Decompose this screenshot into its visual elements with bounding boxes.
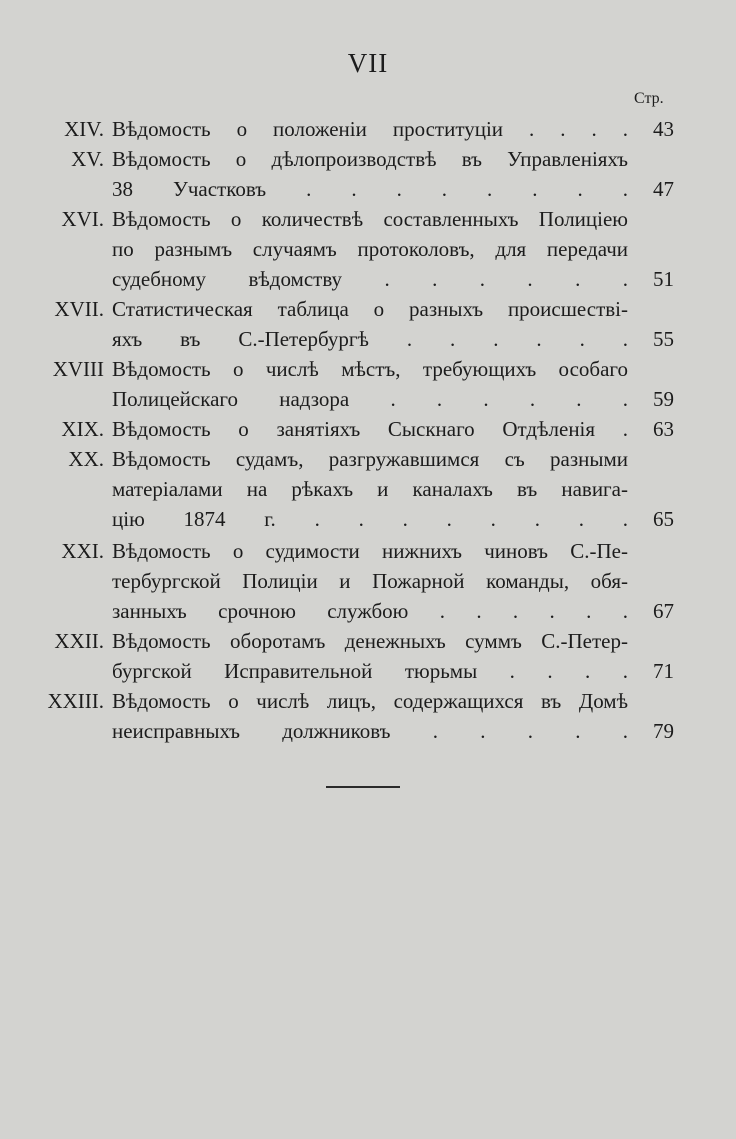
entry-title-line: Вѣдомость о судимости нижнихъ чиновъ С.-Пе-: [112, 539, 628, 563]
entry-title-line: тербургской Полиціи и Пожарной команды, обя-: [112, 569, 628, 593]
entry-title-line: бургской Исправительной тюрьмы . . . .: [112, 659, 628, 683]
entry-title-line: неисправныхъ должниковъ . . . . .: [112, 719, 628, 743]
entry-title-line: 38 Участковъ . . . . . . . .: [112, 177, 628, 201]
entry-number: XX.: [68, 447, 104, 471]
entry-number: XXIII.: [47, 689, 104, 713]
entry-number: XVI.: [61, 207, 104, 231]
entry-number: XIX.: [61, 417, 104, 441]
entry-number: XXI.: [61, 539, 104, 563]
entry-title-line: Вѣдомость о количествѣ составленныхъ Полиціею: [112, 207, 628, 231]
section-divider: [326, 786, 400, 788]
entry-page: 43: [653, 117, 674, 141]
entry-number: XV.: [71, 147, 104, 171]
entry-title-line: Статистическая таблица о разныхъ происшествi-: [112, 297, 628, 321]
entry-page: 65: [653, 507, 674, 531]
entry-title-line: яхъ въ С.-Петербургѣ . . . . . .: [112, 327, 628, 351]
entry-page: 59: [653, 387, 674, 411]
entry-title-line: занныхъ срочною службою . . . . . .: [112, 599, 628, 623]
entry-number: XIV.: [64, 117, 104, 141]
entry-page: 55: [653, 327, 674, 351]
entry-title-line: Полицейскаго надзора . . . . . .: [112, 387, 628, 411]
entry-page: 79: [653, 719, 674, 743]
entry-page: 63: [653, 417, 674, 441]
entry-number: XXII.: [54, 629, 104, 653]
entry-title-line: Вѣдомость судамъ, разгружавшимся съ разными: [112, 447, 628, 471]
entry-title-line: Вѣдомость о дѣлопроизводствѣ въ Управленіяхъ: [112, 147, 628, 171]
entry-title-line: матеріалами на рѣкахъ и каналахъ въ навига-: [112, 477, 628, 501]
entry-page: 71: [653, 659, 674, 683]
entry-number: XVII.: [54, 297, 104, 321]
entry-title-line: цію 1874 г. . . . . . . . .: [112, 507, 628, 531]
entry-number: XVIII: [52, 357, 104, 381]
entry-title-line: Вѣдомость о числѣ мѣстъ, требующихъ особаго: [112, 357, 628, 381]
entry-page: 51: [653, 267, 674, 291]
entry-page: 47: [653, 177, 674, 201]
entry-title-line: судебному вѣдомству . . . . . .: [112, 267, 628, 291]
entry-title-line: Вѣдомость оборотамъ денежныхъ суммъ С.-Петер-: [112, 629, 628, 653]
entry-title-line: Вѣдомость о положеніи проституціи . . . .: [112, 117, 628, 141]
entry-page: 67: [653, 599, 674, 623]
entry-title-line: по разнымъ случаямъ протоколовъ, для передачи: [112, 237, 628, 261]
page-number: VII: [347, 48, 389, 78]
entry-title-line: Вѣдомость о числѣ лицъ, содержащихся въ Домѣ: [112, 689, 628, 713]
page-column-label: Стр.: [634, 90, 664, 107]
entry-title-line: Вѣдомость о занятіяхъ Сыскнаго Отдѣленія .: [112, 417, 628, 441]
